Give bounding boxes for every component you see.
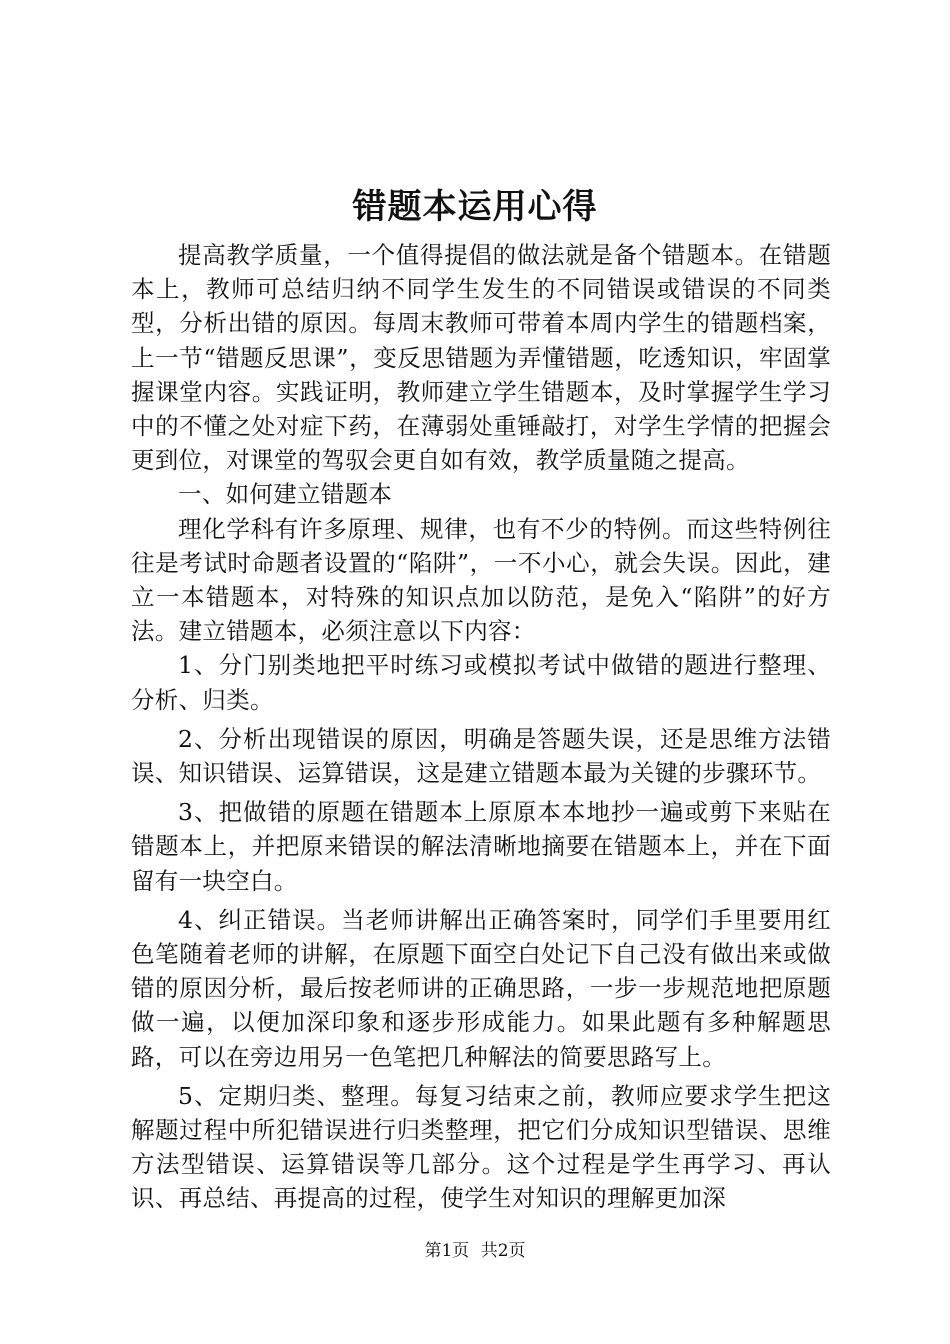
document-body <box>131 238 831 1216</box>
list-item-2: 2、分析出现错误的原因，明确是答题失误，还是思维方法错误、知识错误、运算错误，这是建立错题本最为关键的步骤环节。 <box>131 724 831 788</box>
document-title: 错题本运用心得 <box>352 187 598 227</box>
page-footer <box>0 1239 950 1263</box>
list-item-1: 1、分门别类地把平时练习或模拟考试中做错的题进行整理、分析、归类。 <box>131 651 831 714</box>
list-item-3: 3、把做错的原题在错题本上原原本本地抄一遍或剪下来贴在错题本上，并把原来错误的解法清晰地摘要在错题本上，并在下面留有一块空白。 <box>131 798 831 895</box>
list-item-4: 4、纠正错误。当老师讲解出正确答案时，同学们手里要用红色笔随着老师的讲解，在原题下面空白处记下自己没有做出来或做错的原因分析，最后按老师讲的正确思路，一步一步规范地把原题做一遍，以便加深印象和逐步形成能力。如果此题有多种解题思路，可以在旁边用另一色笔把几种解法的简要思路写上。 <box>131 905 831 1071</box>
page-total: 共2页 <box>480 1241 526 1261</box>
page-number: 第1页 <box>424 1241 470 1261</box>
body-paragraph: 理化学科有许多原理、规律，也有不少的特例。而这些特例往往是考试时命题者设置的“陷阱”，一不小心，就会失误。因此，建立一本错题本，对特殊的知识点加以防范，是免入“陷阱”的好方法。建立错题本，必须注意以下内容： <box>131 514 831 646</box>
intro-paragraph: 提高教学质量，一个值得提倡的做法就是备个错题本。在错题本上，教师可总结归纳不同学生发生的不同错误或错误的不同类型，分析出错的原因。每周末教师可带着本周内学生的错题档案，上一节“错题反思课”，变反思错题为弄懂错题，吃透知识，牢固掌握课堂内容。实践证明，教师建立学生错题本，及时掌握学生学习中的不懂之处对症下药，在薄弱处重锤敲打，对学生学情的把握会更到位，对课堂的驾驭会更自如有效，教学质量随之提高。 <box>131 241 831 475</box>
list-item-5: 5、定期归类、整理。每复习结束之前，教师应要求学生把这解题过程中所犯错误进行归类整理，把它们分成知识型错误、思维方法型错误、运算错误等几部分。这个过程是学生再学习、再认识、再总结、再提高的过程，使学生对知识的理解更加深 <box>131 1081 831 1213</box>
section-heading: 一、如何建立错题本 <box>178 480 393 509</box>
